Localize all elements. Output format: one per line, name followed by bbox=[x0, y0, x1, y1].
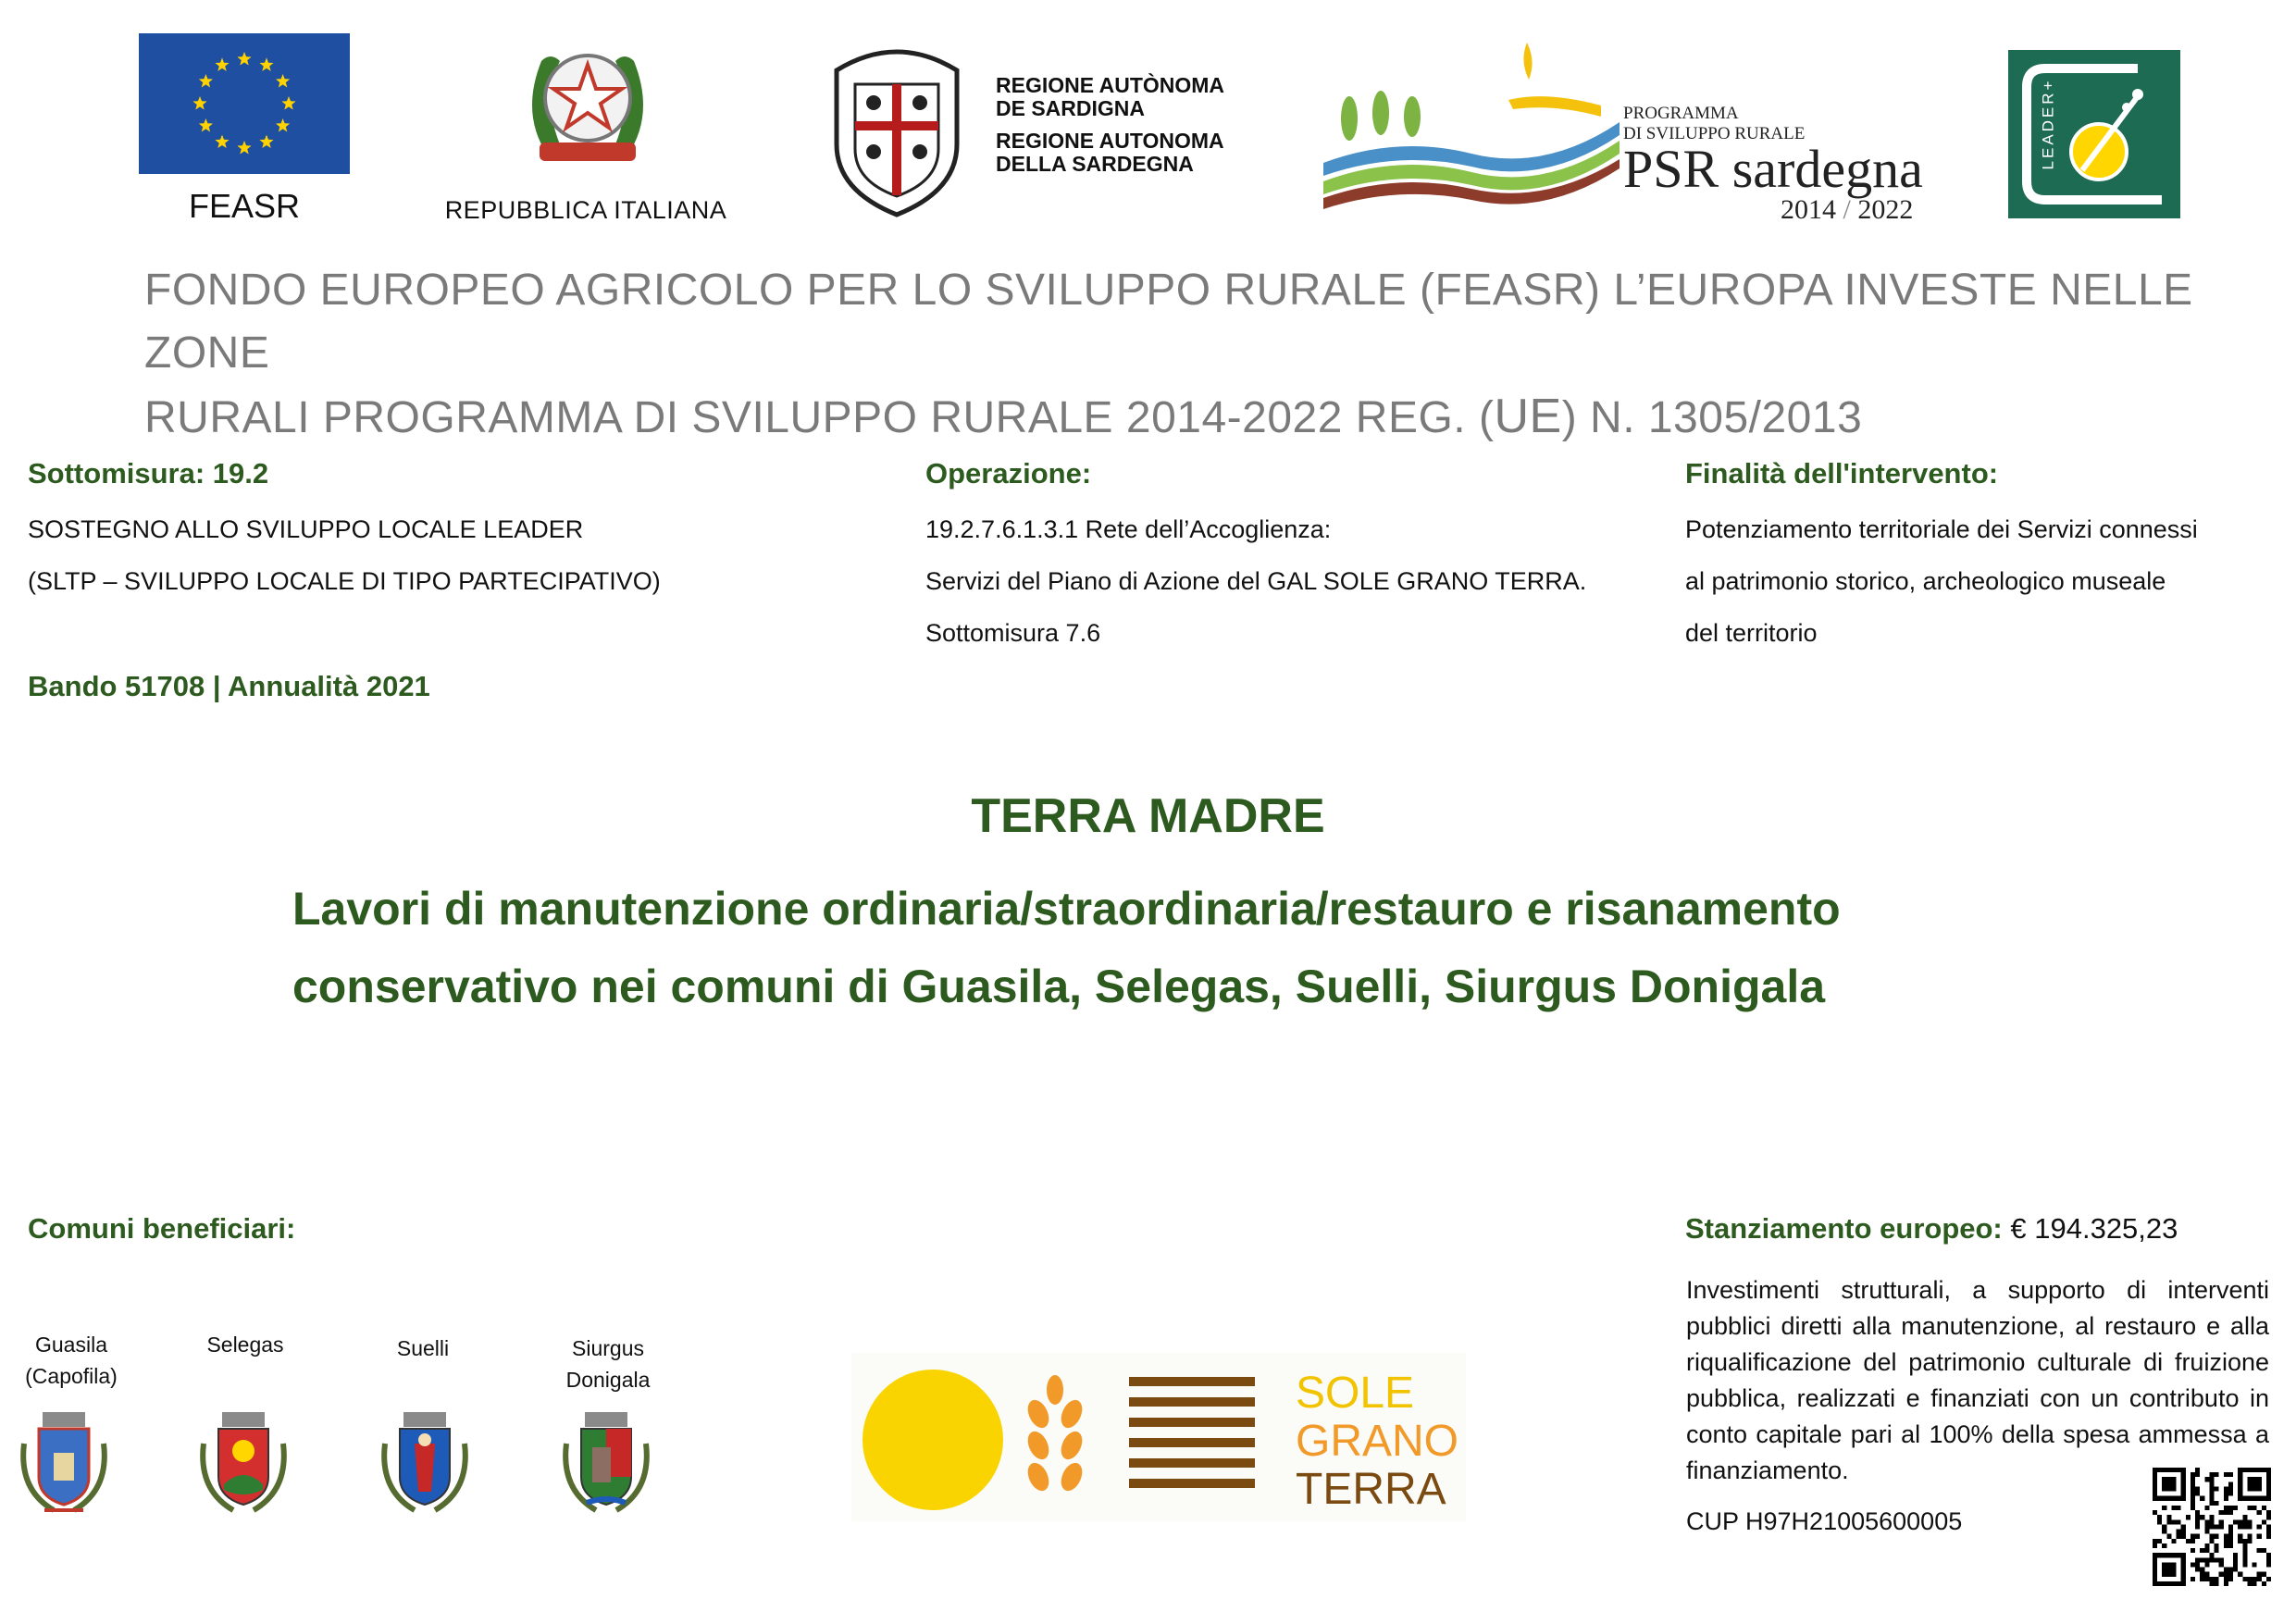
comune-selegas bbox=[185, 1329, 305, 1360]
finalita-column bbox=[1685, 457, 2198, 659]
regione-text bbox=[996, 74, 1224, 176]
psr-line1: PROGRAMMA bbox=[1623, 104, 1739, 123]
bando-label: Bando 51708 | Annualità 2021 bbox=[28, 670, 430, 702]
operazione-line2: Servizi del Piano di Azione del GAL SOLE GRANO TERRA. bbox=[925, 567, 1587, 595]
psr-line2: DI SVILUPPO RURALE bbox=[1623, 124, 1806, 143]
finalita-line2: al patrimonio storico, archeologico museale bbox=[1685, 567, 2166, 595]
comune-siurgus bbox=[548, 1333, 668, 1395]
comune-suelli bbox=[363, 1333, 483, 1364]
eu-flag-logo bbox=[139, 33, 350, 174]
gal-logo-sole: SOLE bbox=[1296, 1369, 1415, 1418]
regione-line3: REGIONE AUTONOMA bbox=[996, 129, 1224, 153]
program-header-line2-a: RURALI PROGRAMMA DI SVILUPPO RURALE 2014-2022 REG. ( bbox=[144, 393, 1495, 442]
feasr-label: FEASR bbox=[188, 187, 301, 225]
stanziamento-value: € 194.325,23 bbox=[2010, 1212, 2178, 1245]
sottomisura-line1: SOSTEGNO ALLO SVILUPPO LOCALE LEADER bbox=[28, 515, 584, 543]
siurgus-coat-of-arms bbox=[559, 1407, 653, 1524]
comune-name: Suelli bbox=[396, 1336, 450, 1360]
comune-name: Siurgus bbox=[572, 1336, 644, 1360]
sottomisura-title: Sottomisura: 19.2 bbox=[28, 457, 269, 490]
program-header-line2-b: UE bbox=[1494, 390, 1562, 443]
program-header-line2-c: ) N. 1305/2013 bbox=[1561, 393, 1863, 442]
finalita-line1: Potenziamento territoriale dei Servizi connessi bbox=[1685, 515, 2198, 543]
stanziamento bbox=[1685, 1212, 2178, 1246]
guasila-coat-of-arms bbox=[17, 1407, 111, 1524]
leader-logo bbox=[2008, 50, 2180, 218]
operazione-line3: Sottomisura 7.6 bbox=[925, 619, 1101, 647]
project-title: TERRA MADRE bbox=[971, 789, 1325, 843]
psr-year-start: 2014 bbox=[1781, 194, 1836, 225]
finalita-title: Finalità dell'intervento: bbox=[1685, 457, 1999, 490]
sottomisura-line2: (SLTP – SVILUPPO LOCALE DI TIPO PARTECIPATIVO) bbox=[28, 567, 661, 595]
stanziamento-label: Stanziamento europeo: bbox=[1685, 1212, 2003, 1245]
stanziamento-description: Investimenti strutturali, a supporto di interventi pubblici diretti alla manutenzione, al restauro e alla riqualificazione del patrimonio culturale di fruizione pubblica, realizzati e finanziati con un contributo in conto capitale pari al 100% della spesa ammessa a finanziamento. bbox=[1686, 1276, 2269, 1484]
psr-psr: PSR bbox=[1623, 139, 1719, 199]
qr-code[interactable] bbox=[2153, 1468, 2271, 1586]
program-header-line1: FONDO EUROPEO AGRICOLO PER LO SVILUPPO RURALE (FEASR) L’EUROPA INVESTE NELLE ZONE bbox=[144, 266, 2193, 378]
suelli-coat-of-arms bbox=[378, 1407, 472, 1524]
sottomisura-column bbox=[28, 457, 661, 703]
psr-sardegna: sardegna bbox=[1731, 139, 1923, 199]
program-header-line2 bbox=[144, 385, 2217, 450]
cup-code: CUP H97H21005600005 bbox=[1686, 1507, 1963, 1535]
project-subtitle bbox=[292, 870, 1841, 1025]
comuni-title: Comuni beneficiari: bbox=[28, 1212, 296, 1245]
psr-title bbox=[1623, 139, 1923, 199]
psr-sardegna-logo bbox=[1323, 33, 1620, 228]
operazione-column bbox=[925, 457, 1586, 659]
psr-years: 2014 / 2022 bbox=[1781, 194, 1914, 225]
gal-logo-text bbox=[1296, 1370, 1458, 1514]
operazione-title: Operazione: bbox=[925, 457, 1092, 490]
repubblica-emblem bbox=[514, 33, 662, 181]
psr-year-end: 2022 bbox=[1857, 194, 1914, 225]
selegas-coat-of-arms bbox=[196, 1407, 291, 1524]
gal-logo bbox=[851, 1353, 1466, 1521]
regione-sardegna-shield bbox=[818, 33, 975, 220]
comune-guasila bbox=[11, 1329, 131, 1392]
gal-logo-grano: GRANO bbox=[1296, 1417, 1459, 1466]
comune-name-2: Donigala bbox=[565, 1368, 651, 1392]
regione-line2: DE SARDIGNA bbox=[996, 96, 1146, 120]
leader-label: LEADER+ bbox=[2039, 78, 2057, 170]
operazione-line1: 19.2.7.6.1.3.1 Rete dell’Accoglienza: bbox=[925, 515, 1332, 543]
comune-name: Guasila bbox=[35, 1333, 107, 1357]
project-subtitle-line1: Lavori di manutenzione ordinaria/straordinaria/restauro e risanamento bbox=[292, 883, 1841, 935]
comune-name: Selegas bbox=[206, 1333, 284, 1357]
regione-line1: REGIONE AUTÒNOMA bbox=[996, 73, 1225, 97]
finalita-line3: del territorio bbox=[1685, 619, 1818, 647]
program-header bbox=[144, 259, 2217, 450]
comune-note: (Capofila) bbox=[25, 1364, 118, 1388]
gal-logo-terra: TERRA bbox=[1296, 1465, 1446, 1514]
project-subtitle-line2: conservativo nei comuni di Guasila, Selegas, Suelli, Siurgus Donigala bbox=[292, 961, 1826, 1012]
repubblica-label: REPUBBLICA ITALIANA bbox=[444, 196, 727, 224]
psr-text bbox=[1623, 104, 1923, 224]
regione-line4: DELLA SARDEGNA bbox=[996, 152, 1194, 176]
